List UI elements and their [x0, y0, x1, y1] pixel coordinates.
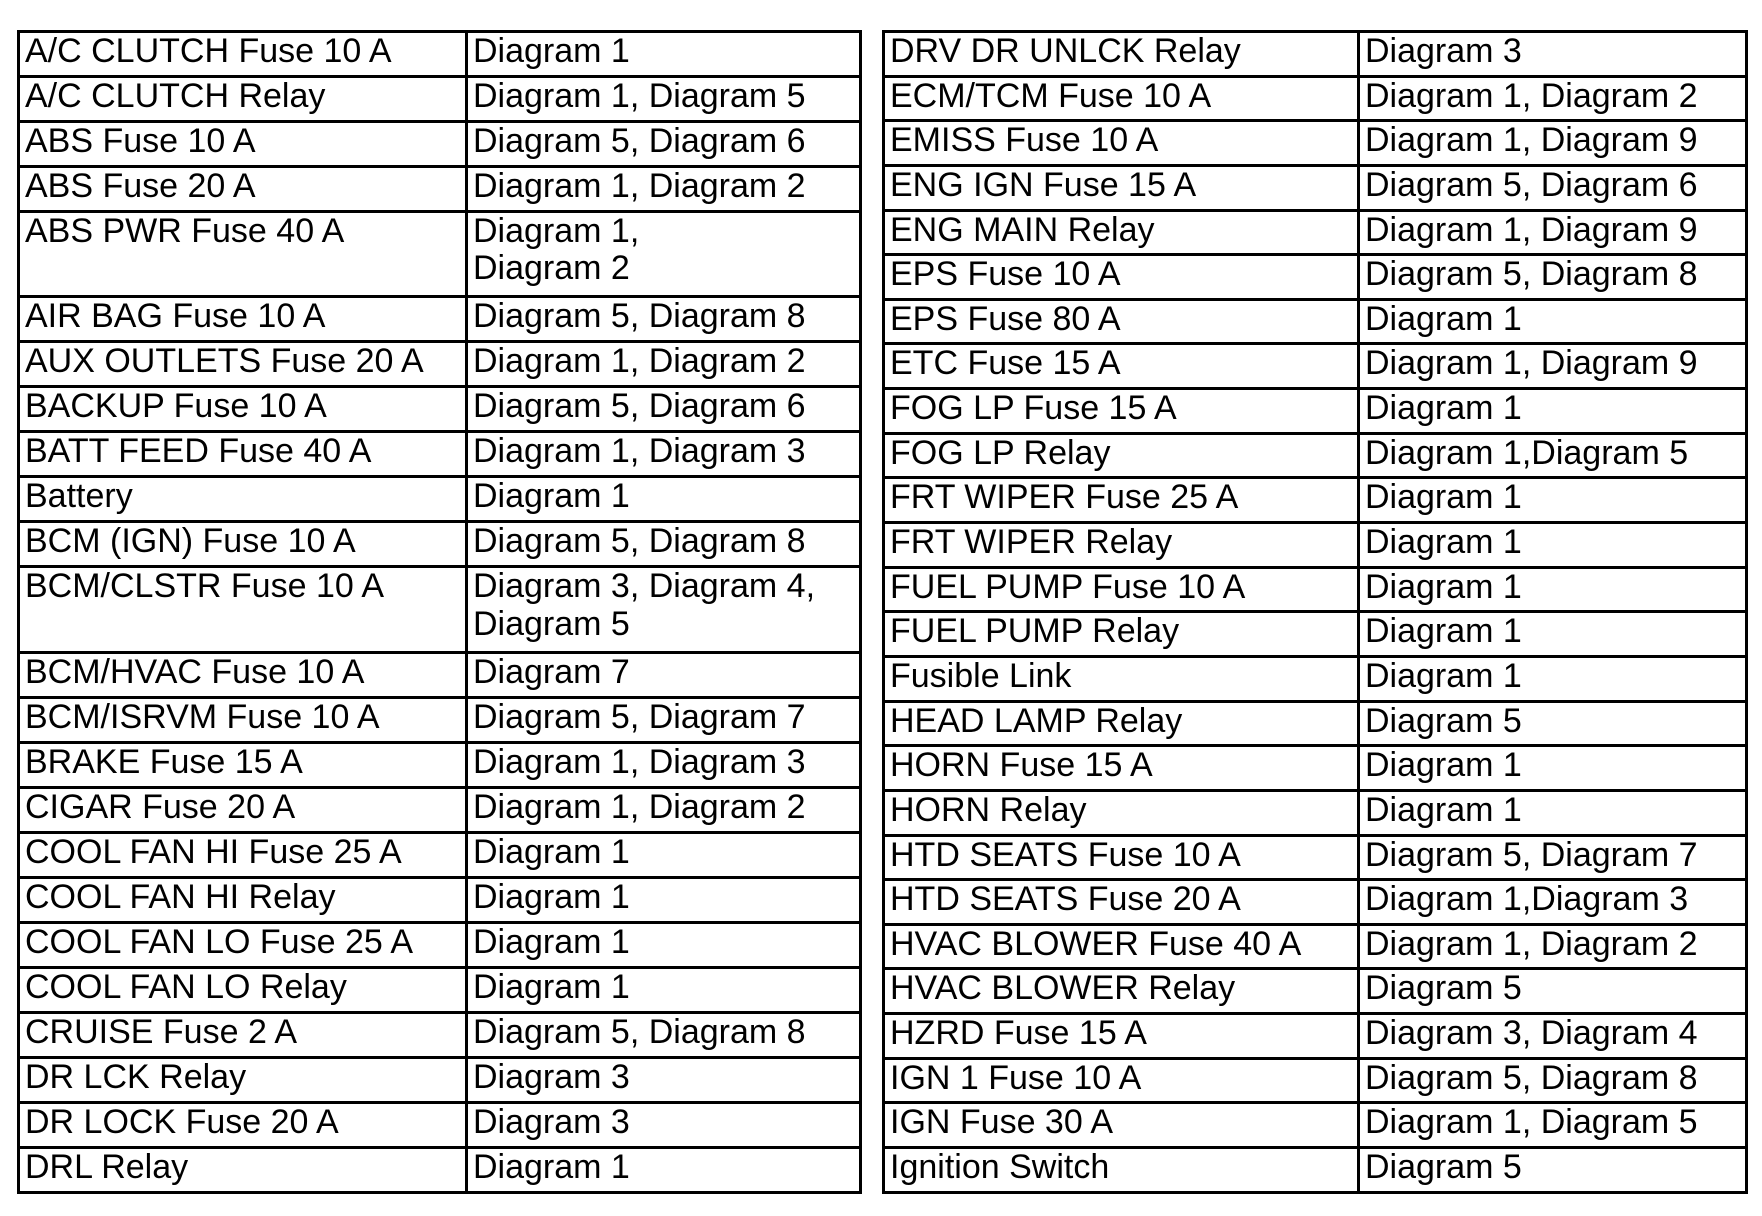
component-name-cell: BCM (IGN) Fuse 10 A — [19, 522, 467, 567]
diagram-reference-line: Diagram 1 — [1365, 523, 1522, 562]
diagram-reference-cell — [467, 1102, 861, 1147]
table-row — [19, 167, 861, 212]
table-row — [884, 790, 1747, 835]
diagram-reference-cell — [1359, 924, 1747, 969]
component-name-cell: FRT WIPER Fuse 25 A — [884, 478, 1359, 523]
component-name-cell: ETC Fuse 15 A — [884, 344, 1359, 389]
diagram-reference-line: Diagram 1 — [1365, 656, 1522, 695]
diagram-reference-line: Diagram 5, Diagram 6 — [473, 387, 806, 426]
component-name-cell: AIR BAG Fuse 10 A — [19, 297, 467, 342]
table-row — [884, 1058, 1747, 1103]
diagram-reference-line: Diagram 1 — [473, 477, 630, 516]
component-name-cell: A/C CLUTCH Relay — [19, 77, 467, 122]
diagram-reference-line: Diagram 5 — [473, 604, 630, 643]
diagram-reference-line: Diagram 3, Diagram 4, — [473, 567, 816, 606]
diagram-reference-line: Diagram 1, Diagram 2 — [1365, 76, 1698, 115]
table-row — [884, 433, 1747, 478]
table-row — [884, 1103, 1747, 1148]
table-row — [19, 967, 861, 1012]
component-name-cell: A/C CLUTCH Fuse 10 A — [19, 32, 467, 77]
table-row — [19, 342, 861, 387]
table-row — [19, 122, 861, 167]
diagram-reference-cell — [1359, 790, 1747, 835]
diagram-reference-line: Diagram 5 — [1365, 969, 1522, 1008]
diagram-reference-cell — [1359, 746, 1747, 791]
diagram-reference-line: Diagram 5, Diagram 8 — [1365, 1058, 1698, 1097]
component-name-cell: ABS Fuse 20 A — [19, 167, 467, 212]
diagram-reference-line: Diagram 1, Diagram 5 — [473, 77, 806, 115]
component-name-cell: DR LOCK Fuse 20 A — [19, 1102, 467, 1147]
component-name-cell: BCM/CLSTR Fuse 10 A — [19, 567, 467, 652]
table-row — [19, 297, 861, 342]
diagram-reference-line: Diagram 1 — [1365, 478, 1522, 517]
component-name-cell: FOG LP Relay — [884, 433, 1359, 478]
component-name-cell: IGN 1 Fuse 10 A — [884, 1058, 1359, 1103]
diagram-reference-cell — [467, 122, 861, 167]
diagram-reference-cell — [1359, 612, 1747, 657]
diagram-reference-cell — [467, 432, 861, 477]
table-row — [884, 255, 1747, 300]
component-name-cell: IGN Fuse 30 A — [884, 1103, 1359, 1148]
diagram-reference-line: Diagram 1, Diagram 3 — [473, 432, 806, 471]
diagram-reference-cell — [1359, 656, 1747, 701]
diagram-reference-cell — [1359, 121, 1747, 166]
diagram-reference-cell — [467, 212, 861, 297]
component-name-cell: DR LCK Relay — [19, 1057, 467, 1102]
diagram-reference-cell — [467, 967, 861, 1012]
diagram-reference-cell — [467, 567, 861, 652]
diagram-reference-line: Diagram 1,Diagram 5 — [1365, 433, 1689, 472]
component-name-cell: ENG IGN Fuse 15 A — [884, 165, 1359, 210]
diagram-reference-cell — [1359, 701, 1747, 746]
diagram-reference-cell — [1359, 32, 1747, 77]
table-row — [19, 697, 861, 742]
table-row — [884, 612, 1747, 657]
component-name-cell: AUX OUTLETS Fuse 20 A — [19, 342, 467, 387]
table-row — [19, 432, 861, 477]
diagram-reference-cell — [1359, 299, 1747, 344]
component-name-cell: COOL FAN LO Fuse 25 A — [19, 922, 467, 967]
component-name-cell: DRL Relay — [19, 1147, 467, 1192]
table-row — [19, 652, 861, 697]
table-row — [19, 832, 861, 877]
diagram-reference-cell — [1359, 389, 1747, 434]
diagram-reference-line: Diagram 1, — [473, 212, 640, 250]
diagram-reference-cell — [467, 297, 861, 342]
diagram-reference-line: Diagram 3 — [473, 1102, 630, 1141]
table-row — [19, 32, 861, 77]
component-name-cell: EPS Fuse 80 A — [884, 299, 1359, 344]
component-name-cell: FOG LP Fuse 15 A — [884, 389, 1359, 434]
diagram-reference-cell — [467, 167, 861, 212]
component-name-cell: FUEL PUMP Fuse 10 A — [884, 567, 1359, 612]
diagram-reference-line: Diagram 5, Diagram 7 — [1365, 835, 1698, 874]
table-row — [19, 567, 861, 652]
component-name-cell: HZRD Fuse 15 A — [884, 1014, 1359, 1059]
diagram-reference-cell — [467, 922, 861, 967]
component-name-cell: HORN Fuse 15 A — [884, 746, 1359, 791]
left-index-table — [17, 30, 862, 1194]
table-row — [19, 1102, 861, 1147]
component-name-cell: ENG MAIN Relay — [884, 210, 1359, 255]
table-row — [19, 212, 861, 297]
diagram-reference-line: Diagram 7 — [473, 652, 630, 691]
diagram-reference-line: Diagram 1, Diagram 2 — [473, 167, 806, 205]
diagram-reference-line: Diagram 5, Diagram 7 — [473, 697, 806, 736]
component-name-cell: HTD SEATS Fuse 20 A — [884, 880, 1359, 925]
diagram-reference-cell — [467, 832, 861, 877]
diagram-reference-cell — [1359, 523, 1747, 568]
diagram-reference-line: Diagram 1, Diagram 3 — [473, 742, 806, 781]
table-row — [884, 1014, 1747, 1059]
component-name-cell: BCM/ISRVM Fuse 10 A — [19, 697, 467, 742]
diagram-reference-cell — [467, 877, 861, 922]
diagram-reference-line: Diagram 1 — [1365, 389, 1522, 428]
diagram-reference-line: Diagram 1 — [1365, 299, 1522, 338]
diagram-reference-line: Diagram 5, Diagram 8 — [473, 1012, 806, 1051]
component-name-cell: HVAC BLOWER Fuse 40 A — [884, 924, 1359, 969]
component-name-cell: HORN Relay — [884, 790, 1359, 835]
diagram-reference-line: Diagram 1 — [473, 967, 630, 1006]
component-name-cell: COOL FAN HI Relay — [19, 877, 467, 922]
component-name-cell: COOL FAN HI Fuse 25 A — [19, 832, 467, 877]
fuse-index-page — [17, 30, 1745, 1194]
diagram-reference-cell — [467, 387, 861, 432]
diagram-reference-cell — [467, 1057, 861, 1102]
diagram-reference-cell — [467, 697, 861, 742]
diagram-reference-cell — [467, 32, 861, 77]
table-row — [884, 76, 1747, 121]
diagram-reference-line: Diagram 1, Diagram 2 — [1365, 924, 1698, 963]
right-table-body — [884, 32, 1747, 1193]
diagram-reference-cell — [1359, 478, 1747, 523]
diagram-reference-line: Diagram 1 — [473, 922, 630, 961]
component-name-cell: COOL FAN LO Relay — [19, 967, 467, 1012]
component-name-cell: Battery — [19, 477, 467, 522]
table-row — [884, 523, 1747, 568]
table-row — [884, 746, 1747, 791]
component-name-cell: ECM/TCM Fuse 10 A — [884, 76, 1359, 121]
diagram-reference-line: Diagram 1, Diagram 5 — [1365, 1103, 1698, 1142]
diagram-reference-line: Diagram 1 — [473, 877, 630, 916]
table-row — [884, 656, 1747, 701]
diagram-reference-cell — [1359, 1058, 1747, 1103]
table-row — [19, 1057, 861, 1102]
diagram-reference-line: Diagram 5, Diagram 6 — [473, 122, 806, 160]
diagram-reference-cell — [1359, 76, 1747, 121]
diagram-reference-cell — [467, 342, 861, 387]
diagram-reference-cell — [1359, 880, 1747, 925]
diagram-reference-line: Diagram 5, Diagram 8 — [1365, 255, 1698, 294]
diagram-reference-cell — [1359, 567, 1747, 612]
component-name-cell: HEAD LAMP Relay — [884, 701, 1359, 746]
table-row — [884, 969, 1747, 1014]
diagram-reference-line: Diagram 1, Diagram 2 — [473, 787, 806, 826]
table-row — [19, 1012, 861, 1057]
component-name-cell: BCM/HVAC Fuse 10 A — [19, 652, 467, 697]
diagram-reference-cell — [1359, 969, 1747, 1014]
diagram-reference-line: Diagram 1 — [1365, 746, 1522, 785]
table-row — [19, 522, 861, 567]
table-row — [884, 924, 1747, 969]
component-name-cell: Fusible Link — [884, 656, 1359, 701]
table-row — [884, 121, 1747, 166]
diagram-reference-line: Diagram 1,Diagram 3 — [1365, 880, 1689, 919]
component-name-cell: BATT FEED Fuse 40 A — [19, 432, 467, 477]
component-name-cell: ABS Fuse 10 A — [19, 122, 467, 167]
diagram-reference-cell — [467, 742, 861, 787]
diagram-reference-cell — [1359, 344, 1747, 389]
diagram-reference-line: Diagram 1, Diagram 9 — [1365, 121, 1698, 160]
component-name-cell: EMISS Fuse 10 A — [884, 121, 1359, 166]
right-index-table — [882, 30, 1748, 1194]
table-row — [19, 877, 861, 922]
table-row — [884, 344, 1747, 389]
table-row — [19, 787, 861, 832]
table-row — [884, 210, 1747, 255]
component-name-cell: DRV DR UNLCK Relay — [884, 32, 1359, 77]
diagram-reference-cell — [1359, 255, 1747, 300]
component-name-cell: BACKUP Fuse 10 A — [19, 387, 467, 432]
diagram-reference-line: Diagram 1 — [1365, 790, 1522, 829]
table-row — [884, 389, 1747, 434]
diagram-reference-cell — [467, 77, 861, 122]
component-name-cell: HVAC BLOWER Relay — [884, 969, 1359, 1014]
diagram-reference-line: Diagram 5 — [1365, 1148, 1522, 1187]
diagram-reference-cell — [1359, 433, 1747, 478]
component-name-cell: FRT WIPER Relay — [884, 523, 1359, 568]
table-row — [884, 701, 1747, 746]
table-row — [19, 922, 861, 967]
component-name-cell: FUEL PUMP Relay — [884, 612, 1359, 657]
diagram-reference-cell — [467, 522, 861, 567]
table-row — [19, 742, 861, 787]
diagram-reference-cell — [467, 1147, 861, 1192]
left-table-body — [19, 32, 861, 1193]
diagram-reference-line: Diagram 1 — [473, 832, 630, 871]
table-row — [884, 299, 1747, 344]
diagram-reference-line: Diagram 5, Diagram 6 — [1365, 165, 1698, 204]
diagram-reference-line: Diagram 5 — [1365, 701, 1522, 740]
component-name-cell: HTD SEATS Fuse 10 A — [884, 835, 1359, 880]
table-row — [19, 387, 861, 432]
component-name-cell: BRAKE Fuse 15 A — [19, 742, 467, 787]
component-name-cell: CRUISE Fuse 2 A — [19, 1012, 467, 1057]
diagram-reference-line: Diagram 3 — [473, 1057, 630, 1096]
diagram-reference-line: Diagram 2 — [473, 249, 630, 288]
table-row — [884, 835, 1747, 880]
diagram-reference-cell — [1359, 210, 1747, 255]
table-row — [19, 477, 861, 522]
diagram-reference-line: Diagram 1 — [1365, 612, 1522, 651]
diagram-reference-line: Diagram 3, Diagram 4 — [1365, 1014, 1698, 1053]
diagram-reference-cell — [467, 787, 861, 832]
diagram-reference-cell — [467, 652, 861, 697]
table-row — [884, 478, 1747, 523]
table-row — [19, 77, 861, 122]
component-name-cell: CIGAR Fuse 20 A — [19, 787, 467, 832]
diagram-reference-cell — [1359, 165, 1747, 210]
diagram-reference-line: Diagram 1 — [1365, 567, 1522, 606]
diagram-reference-cell — [1359, 1103, 1747, 1148]
diagram-reference-cell — [1359, 1148, 1747, 1193]
component-name-cell: ABS PWR Fuse 40 A — [19, 212, 467, 297]
diagram-reference-line: Diagram 3 — [1365, 32, 1522, 70]
diagram-reference-line: Diagram 1 — [473, 1147, 630, 1186]
component-name-cell: Ignition Switch — [884, 1148, 1359, 1193]
table-row — [19, 1147, 861, 1192]
diagram-reference-cell — [1359, 1014, 1747, 1059]
diagram-reference-line: Diagram 1, Diagram 9 — [1365, 344, 1698, 383]
diagram-reference-cell — [1359, 835, 1747, 880]
component-name-cell: EPS Fuse 10 A — [884, 255, 1359, 300]
table-row — [884, 567, 1747, 612]
diagram-reference-line: Diagram 1 — [473, 32, 630, 70]
diagram-reference-line: Diagram 5, Diagram 8 — [473, 297, 806, 336]
table-row — [884, 165, 1747, 210]
diagram-reference-line: Diagram 1, Diagram 2 — [473, 342, 806, 381]
table-row — [884, 1148, 1747, 1193]
diagram-reference-cell — [467, 477, 861, 522]
table-row — [884, 32, 1747, 77]
diagram-reference-cell — [467, 1012, 861, 1057]
table-row — [884, 880, 1747, 925]
diagram-reference-line: Diagram 1, Diagram 9 — [1365, 210, 1698, 249]
diagram-reference-line: Diagram 5, Diagram 8 — [473, 522, 806, 561]
